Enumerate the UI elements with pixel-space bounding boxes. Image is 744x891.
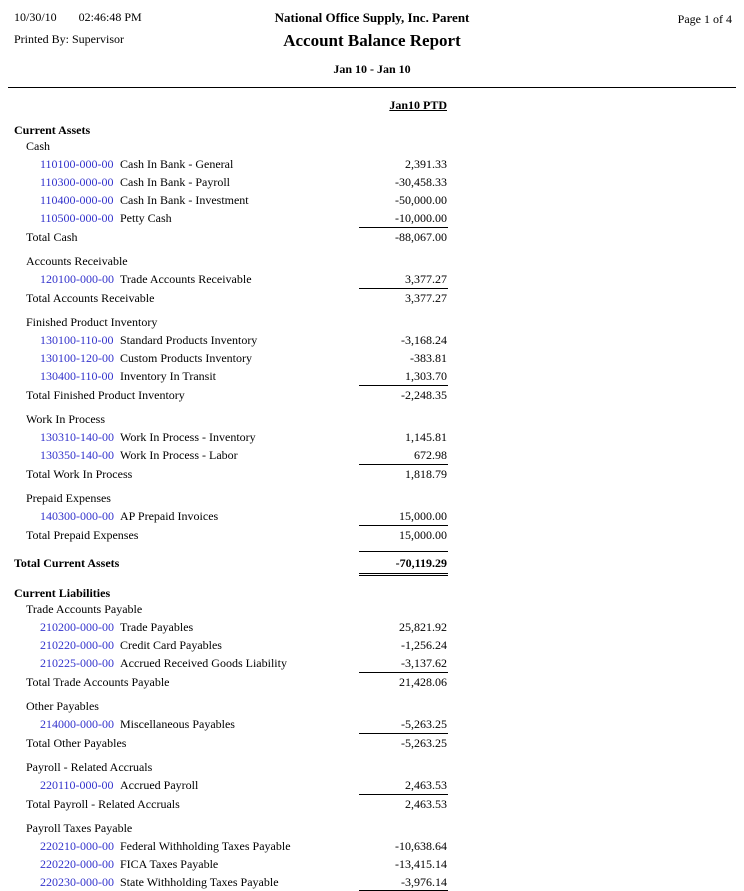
group-heading: Prepaid Expenses xyxy=(26,491,111,505)
account-row xyxy=(0,428,744,446)
group-heading: Accounts Receivable xyxy=(26,254,128,268)
report-header xyxy=(120,10,624,77)
total-row xyxy=(0,385,744,405)
account-amount: 1,145.81 xyxy=(405,430,447,444)
total-label: Total Payroll - Related Accruals xyxy=(26,797,180,811)
total-amount: 1,818.79 xyxy=(405,467,447,481)
account-number-link[interactable]: 110100-000-00 xyxy=(40,157,114,171)
group-row xyxy=(0,820,744,837)
grand-total-rule-top xyxy=(359,551,448,552)
total-label: Total Work In Process xyxy=(26,467,133,481)
account-description: Trade Payables xyxy=(120,620,194,634)
account-amount: -1,256.24 xyxy=(401,638,447,652)
account-number-link[interactable]: 130400-110-00 xyxy=(40,369,114,383)
account-description: Accrued Received Goods Liability xyxy=(120,656,287,670)
page-number: Page 1 of 4 xyxy=(677,12,732,26)
group-row xyxy=(0,601,744,618)
account-row xyxy=(0,654,744,672)
spacer-row xyxy=(0,577,744,583)
account-row xyxy=(0,270,744,288)
grand-total-label: Total Current Assets xyxy=(14,556,120,570)
total-rule xyxy=(359,385,448,386)
account-description: Federal Withholding Taxes Payable xyxy=(120,839,291,853)
total-amount: 21,428.06 xyxy=(399,675,447,689)
account-row xyxy=(0,837,744,855)
grand-total-row xyxy=(0,551,744,577)
account-description: Cash In Bank - Investment xyxy=(120,193,249,207)
account-row xyxy=(0,715,744,733)
total-amount: 3,377.27 xyxy=(405,291,447,305)
grand-total-rule-bottom xyxy=(359,573,448,576)
account-number-link[interactable]: 120100-000-00 xyxy=(40,272,114,286)
total-label: Total Accounts Receivable xyxy=(26,291,155,305)
account-description: State Withholding Taxes Payable xyxy=(120,875,279,889)
account-description: Trade Accounts Receivable xyxy=(120,272,252,286)
header-divider xyxy=(8,87,736,88)
total-rule xyxy=(359,288,448,289)
account-amount: -10,638.64 xyxy=(395,839,447,853)
total-amount: -88,067.00 xyxy=(395,230,447,244)
account-number-link[interactable]: 220110-000-00 xyxy=(40,778,114,792)
grand-total-amount: -70,119.29 xyxy=(395,556,447,570)
account-row xyxy=(0,349,744,367)
group-row xyxy=(0,490,744,507)
account-description: Work In Process - Inventory xyxy=(120,430,256,444)
account-amount: 672.98 xyxy=(414,448,447,462)
group-heading: Payroll Taxes Payable xyxy=(26,821,133,835)
section-heading: Current Assets xyxy=(14,123,91,137)
account-description: Work In Process - Labor xyxy=(120,448,238,462)
company-name: National Office Supply, Inc. Parent xyxy=(274,10,470,25)
account-row xyxy=(0,776,744,794)
account-amount: 2,391.33 xyxy=(405,157,447,171)
account-row xyxy=(0,618,744,636)
account-description: Cash In Bank - General xyxy=(120,157,234,171)
total-amount: 15,000.00 xyxy=(399,528,447,542)
total-rule xyxy=(359,227,448,228)
total-label: Total Trade Accounts Payable xyxy=(26,675,170,689)
account-description: Accrued Payroll xyxy=(120,778,199,792)
account-amount: -10,000.00 xyxy=(395,211,447,225)
print-date: 10/30/10 xyxy=(14,10,57,24)
account-amount: -5,263.25 xyxy=(401,717,447,731)
group-heading: Other Payables xyxy=(26,699,99,713)
total-rule xyxy=(359,672,448,673)
section-heading: Current Liabilities xyxy=(14,586,111,600)
print-time: 02:46:48 PM xyxy=(78,10,142,24)
total-row xyxy=(0,733,744,753)
account-amount: 3,377.27 xyxy=(405,272,447,286)
account-description: Petty Cash xyxy=(120,211,172,225)
group-heading: Trade Accounts Payable xyxy=(26,602,143,616)
account-row xyxy=(0,191,744,209)
account-row xyxy=(0,155,744,173)
account-description: Standard Products Inventory xyxy=(120,333,258,347)
group-heading: Finished Product Inventory xyxy=(26,315,158,329)
account-description: Miscellaneous Payables xyxy=(120,717,235,731)
total-row xyxy=(0,794,744,814)
total-label: Total Cash xyxy=(26,230,78,244)
account-amount: 1,303.70 xyxy=(405,369,447,383)
account-number-link[interactable]: 220220-000-00 xyxy=(40,857,114,871)
account-amount: -30,458.33 xyxy=(395,175,447,189)
account-row xyxy=(0,331,744,349)
account-row xyxy=(0,173,744,191)
total-rule xyxy=(359,525,448,526)
account-description: Inventory In Transit xyxy=(120,369,216,383)
account-row xyxy=(0,855,744,873)
total-rule xyxy=(359,794,448,795)
group-row xyxy=(0,411,744,428)
account-number-link[interactable]: 220230-000-00 xyxy=(40,875,114,889)
account-row xyxy=(0,209,744,227)
group-heading: Cash xyxy=(26,139,50,153)
account-number-link[interactable]: 130100-110-00 xyxy=(40,333,114,347)
account-amount: 25,821.92 xyxy=(399,620,447,634)
account-amount: -3,168.24 xyxy=(401,333,447,347)
account-number-link[interactable]: 140300-000-00 xyxy=(40,509,114,523)
total-row xyxy=(0,464,744,484)
group-row xyxy=(0,698,744,715)
account-row xyxy=(0,507,744,525)
account-number-link[interactable]: 130310-140-00 xyxy=(40,430,114,444)
account-amount: -50,000.00 xyxy=(395,193,447,207)
account-amount: -3,137.62 xyxy=(401,656,447,670)
total-row xyxy=(0,672,744,692)
section-row xyxy=(0,585,744,601)
section-row xyxy=(0,122,744,138)
account-number-link[interactable]: 110500-000-00 xyxy=(40,211,114,225)
account-row xyxy=(0,367,744,385)
account-number-link[interactable]: 130350-140-00 xyxy=(40,448,114,462)
account-number-link[interactable]: 210200-000-00 xyxy=(40,620,114,634)
account-amount: -3,976.14 xyxy=(401,875,447,889)
group-row xyxy=(0,253,744,270)
account-amount: -13,415.14 xyxy=(395,857,447,871)
account-description: Cash In Bank - Payroll xyxy=(120,175,230,189)
account-description: Credit Card Payables xyxy=(120,638,222,652)
group-heading: Work In Process xyxy=(26,412,106,426)
total-row xyxy=(0,227,744,247)
total-row xyxy=(0,288,744,308)
report-title: Account Balance Report xyxy=(283,31,461,50)
total-amount: -5,263.25 xyxy=(401,736,447,750)
total-amount: -2,248.35 xyxy=(401,388,447,402)
account-number-link[interactable]: 210225-000-00 xyxy=(40,656,114,670)
total-rule xyxy=(359,733,448,734)
account-number-link[interactable]: 220210-000-00 xyxy=(40,839,114,853)
total-rule xyxy=(359,464,448,465)
total-amount: 2,463.53 xyxy=(405,797,447,811)
account-amount: 15,000.00 xyxy=(399,509,447,523)
account-description: AP Prepaid Invoices xyxy=(120,509,219,523)
account-amount: 2,463.53 xyxy=(405,778,447,792)
account-row xyxy=(0,446,744,464)
account-number-link[interactable]: 110300-000-00 xyxy=(40,175,114,189)
account-number-link[interactable]: 210220-000-00 xyxy=(40,638,114,652)
account-number-link[interactable]: 110400-000-00 xyxy=(40,193,114,207)
report-body xyxy=(0,120,744,891)
total-label: Total Other Payables xyxy=(26,736,127,750)
account-row xyxy=(0,873,744,891)
total-label: Total Prepaid Expenses xyxy=(26,528,139,542)
account-row xyxy=(0,636,744,654)
account-description: FICA Taxes Payable xyxy=(120,857,219,871)
group-heading: Payroll - Related Accruals xyxy=(26,760,153,774)
report-period: Jan 10 - Jan 10 xyxy=(333,62,411,76)
column-header-ptd: Jan10 PTD xyxy=(389,98,447,112)
total-row xyxy=(0,525,744,545)
account-amount: -383.81 xyxy=(410,351,447,365)
account-description: Custom Products Inventory xyxy=(120,351,252,365)
account-number-link[interactable]: 130100-120-00 xyxy=(40,351,114,365)
total-label: Total Finished Product Inventory xyxy=(26,388,185,402)
group-row xyxy=(0,138,744,155)
group-row xyxy=(0,314,744,331)
printed-by: Printed By: Supervisor xyxy=(14,32,124,46)
group-row xyxy=(0,759,744,776)
account-number-link[interactable]: 214000-000-00 xyxy=(40,717,114,731)
